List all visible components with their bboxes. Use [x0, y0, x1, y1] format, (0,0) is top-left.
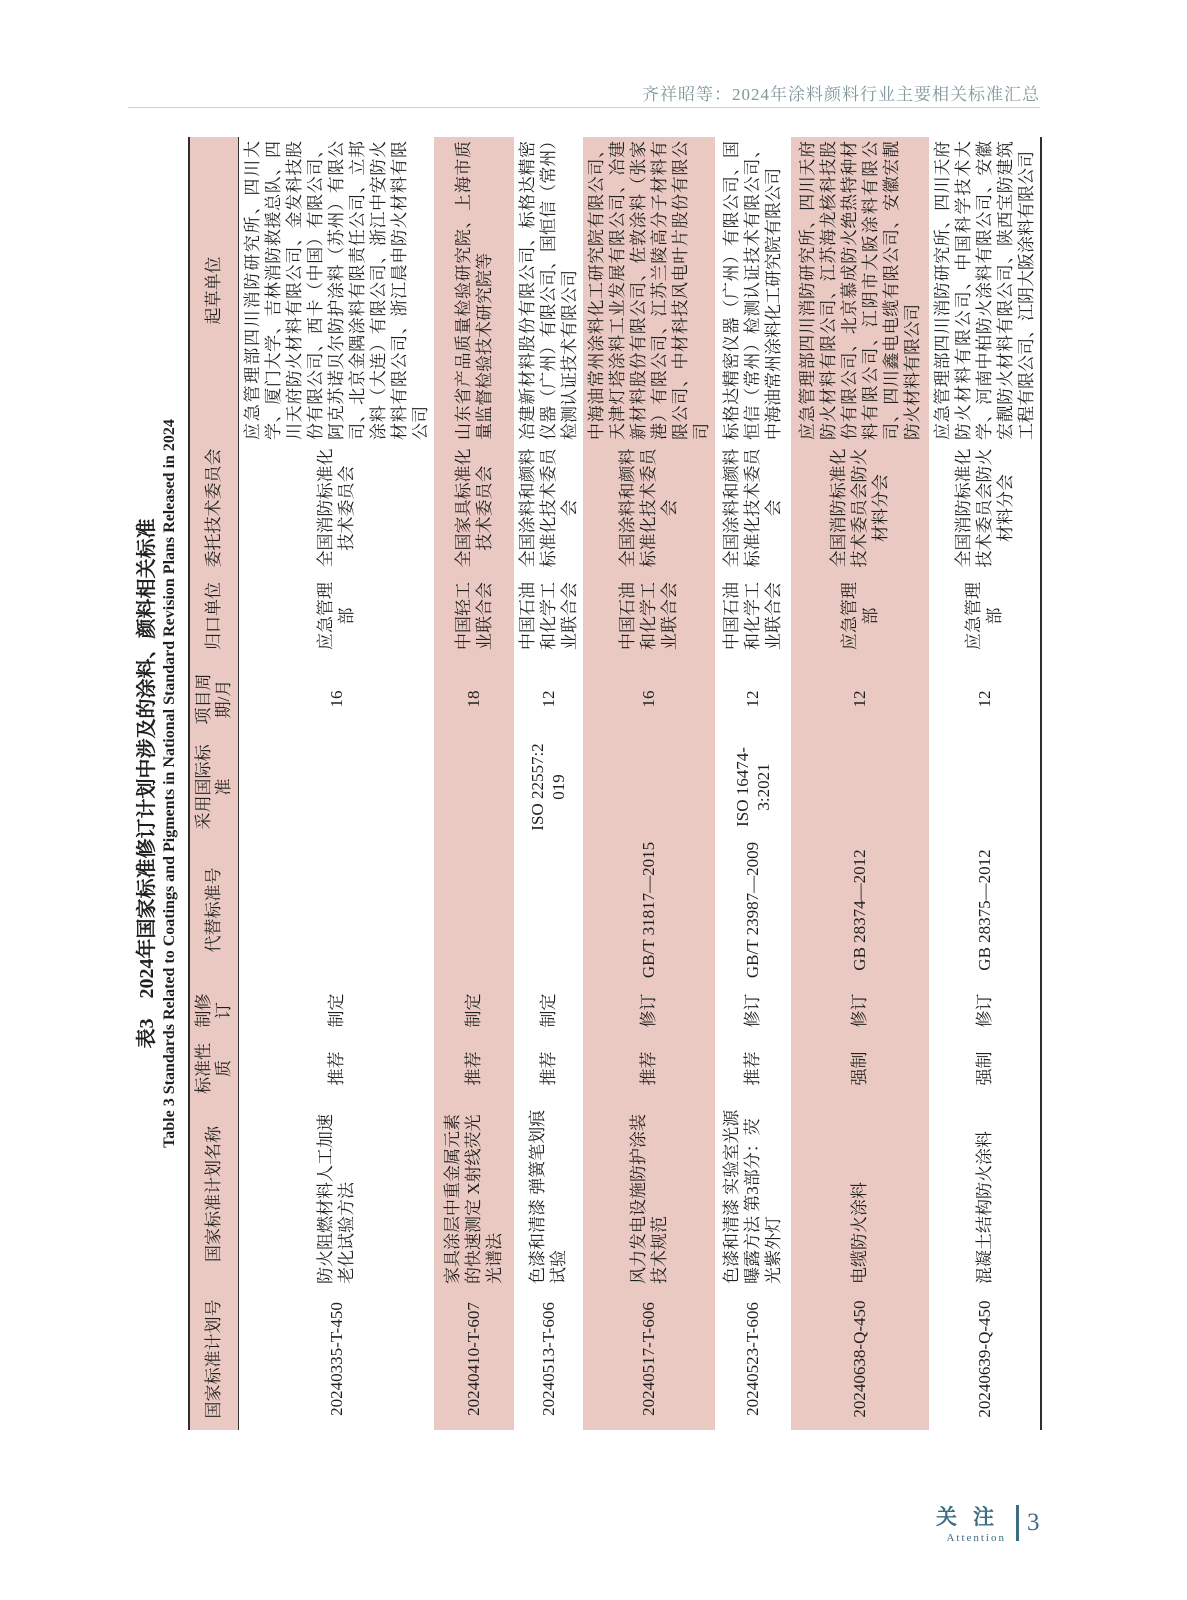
col-header-replaced-standard: 代替标准号 [189, 836, 238, 984]
cell-centralized-unit: 中国石油和化学工业联合会 [618, 582, 679, 650]
col-header-revision-type: 制修订 [189, 984, 238, 1037]
cell-standard-nature: 推荐 [538, 1051, 558, 1086]
cell-replaced-standard: GB 28375—2012 [974, 849, 994, 971]
standards-table [188, 137, 1042, 1430]
cell-plan-no: 20240523-T-606 [743, 1302, 762, 1416]
col-header-entrusted-committee: 委托技术委员会 [189, 444, 238, 572]
cell-revision-type: 修订 [743, 993, 762, 1028]
cell-revision-type: 修订 [974, 993, 994, 1028]
cell-replaced-standard: GB/T 23987—2009 [743, 841, 762, 979]
table-title-zh: 表3 2024年国家标准修订计划中涉及的涂料、颜料相关标准 [136, 518, 158, 1049]
cell-project-cycle-months: 16 [639, 690, 658, 708]
cell-plan-no: 20240639-Q-450 [974, 1300, 994, 1418]
cell-centralized-unit: 应急管理部 [964, 582, 1004, 650]
cell-revision-type: 制定 [464, 993, 483, 1028]
cell-standard-nature: 推荐 [464, 1051, 483, 1086]
cell-drafting-units: 应急管理部四川消防研究所、四川天府防火材料有限公司、江苏海龙核科技股份有限公司、北京慕成防火绝热特种材料有限公司、江阴市大阪涂料有限公司、四川鑫电电缆有限公司、安徽宏靓防火材料有限公司 [797, 141, 922, 440]
cell-replaced-standard [434, 836, 514, 984]
section-label-en: Attention [946, 1532, 1006, 1544]
cell-standard-nature: 推荐 [743, 1051, 762, 1086]
cell-project-cycle-months: 12 [974, 690, 994, 708]
rotated-table-block [130, 137, 1036, 1430]
cell-adopted-intl-standard: ISO 22557:2019 [528, 743, 568, 831]
page-footer [936, 1501, 1040, 1544]
cell-centralized-unit: 应急管理部 [839, 582, 880, 650]
table-title-en: Table 3 Standards Related to Coatings and Pigments in National Standard Revision Plans Released in 2024 [161, 419, 178, 1148]
cell-plan-no: 20240335-T-450 [326, 1302, 346, 1416]
cell-centralized-unit: 中国石油和化学工业联合会 [722, 582, 783, 650]
footer-divider [1016, 1505, 1019, 1541]
col-header-adopted-intl-standard: 采用国际标准 [189, 738, 238, 836]
cell-drafting-units: 中海油常州涂料化工研究院有限公司、天津灯塔涂料工业发展有限公司、冶建新材料股份有限公司、佐敦涂料（张家港）有限公司、江苏兰陵高分子材料有限公司、中材科技风电叶片股份有限公司 [586, 141, 711, 440]
page-number: 3 [1027, 1508, 1040, 1536]
cell-replaced-standard [514, 836, 583, 984]
cell-drafting-units: 山东省产品质量检验研究院、上海市质量监督检验技术研究院等 [453, 141, 494, 440]
cell-plan-name: 防火阻燃材料人工加速老化试验方法 [316, 1114, 356, 1284]
cell-adopted-intl-standard: ISO 16474-3:2021 [732, 747, 773, 827]
cell-plan-name: 风力发电设施防护涂装技术规范 [628, 1114, 669, 1284]
cell-entrusted-committee: 全国家具标准化技术委员会 [453, 448, 494, 568]
col-header-drafting-units: 起草单位 [189, 137, 238, 444]
cell-plan-no: 20240410-T-607 [464, 1302, 483, 1416]
header-rule [128, 107, 1040, 108]
cell-centralized-unit: 应急管理部 [316, 582, 356, 650]
cell-replaced-standard [238, 836, 434, 984]
col-header-project-cycle-months: 项目周期/月 [189, 660, 238, 738]
col-header-plan-name: 国家标准计划名称 [189, 1100, 238, 1288]
cell-entrusted-committee: 全国涂料和颜料标准化技术委员会 [722, 448, 783, 568]
cell-revision-type: 修订 [850, 993, 869, 1028]
cell-standard-nature: 推荐 [326, 1051, 346, 1086]
table-row [791, 137, 929, 1430]
cell-drafting-units: 标格达精密仪器（广州）有限公司、国恒信（常州）检测认证技术有限公司、中海油常州涂料化工研究院有限公司 [722, 141, 783, 440]
col-header-centralized-unit: 归口单位 [189, 572, 238, 660]
standards-table-body [238, 137, 1041, 1430]
cell-standard-nature: 强制 [974, 1051, 994, 1086]
footer-section [936, 1501, 1010, 1544]
cell-drafting-units: 应急管理部四川消防研究所、四川大学、厦门大学、吉林消防救援总队、四川天府防火材料有限公司、金发科技股份有限公司、西卡（中国）有限公司、阿克苏诺贝尔防护涂料（苏州）有限公司、北京金隅涂料有限责任公司、立邦涂料（大连）有限公司、浙江中安防火材料有限公司、浙江晨申防火材料有限公司 [242, 141, 430, 440]
cell-project-cycle-months: 16 [326, 690, 346, 708]
cell-revision-type: 制定 [538, 993, 558, 1028]
cell-replaced-standard: GB 28374—2012 [850, 849, 869, 971]
cell-project-cycle-months: 12 [743, 690, 762, 708]
cell-project-cycle-months: 12 [850, 690, 869, 708]
table-row [434, 137, 514, 1430]
cell-plan-name: 电缆防火涂料 [850, 1182, 869, 1284]
cell-adopted-intl-standard [583, 738, 715, 836]
cell-plan-name: 色漆和清漆 实验室光源曝露方法 第3部分：荧光紫外灯 [722, 1109, 783, 1284]
table-row [238, 137, 434, 1430]
cell-drafting-units: 应急管理部四川消防研究所、四川天府防火材料有限公司、中国科学技术大学、河南中柏防火涂料有限公司、安徽宏靓防火材料有限公司、陕西宝防建筑工程有限公司、江阴大阪涂料有限公司 [932, 141, 1036, 440]
cell-plan-no: 20240517-T-606 [639, 1302, 658, 1416]
cell-adopted-intl-standard [929, 738, 1041, 836]
cell-adopted-intl-standard [791, 738, 929, 836]
table-row [715, 137, 791, 1430]
table-row [929, 137, 1041, 1430]
cell-revision-type: 制定 [326, 993, 346, 1028]
cell-centralized-unit: 中国石油和化学工业联合会 [517, 582, 579, 650]
cell-plan-name: 家具涂层中重金属元素的快速测定 X射线荧光光谱法 [443, 1114, 504, 1284]
cell-drafting-units: 冶建新材料股份有限公司、标格达精密仪器（广州）有限公司、国恒信（常州）检测认证技术有限公司 [517, 141, 579, 440]
cell-project-cycle-months: 18 [464, 690, 483, 708]
cell-adopted-intl-standard [434, 738, 514, 836]
cell-project-cycle-months: 12 [538, 690, 558, 708]
table-row [514, 137, 583, 1430]
cell-plan-no: 20240513-T-606 [538, 1302, 558, 1416]
col-header-plan-no: 国家标准计划号 [189, 1288, 238, 1430]
cell-entrusted-committee: 全国涂料和颜料标准化技术委员会 [517, 448, 579, 568]
cell-entrusted-committee: 全国消防标准化技术委员会 [316, 448, 356, 568]
cell-standard-nature: 推荐 [639, 1051, 658, 1086]
cell-standard-nature: 强制 [850, 1051, 869, 1086]
cell-revision-type: 修订 [639, 993, 658, 1028]
section-label-zh: 关注 [936, 1505, 1010, 1529]
cell-plan-name: 色漆和清漆 弹簧笔划痕试验 [528, 1109, 568, 1284]
cell-entrusted-committee: 全国消防标准化技术委员会防火材料分会 [953, 448, 1015, 568]
table-row [583, 137, 715, 1430]
table-header-row [189, 137, 238, 1430]
cell-adopted-intl-standard [238, 738, 434, 836]
cell-plan-no: 20240638-Q-450 [850, 1300, 869, 1418]
cell-plan-name: 混凝土结构防火涂料 [974, 1131, 994, 1284]
cell-entrusted-committee: 全国涂料和颜料标准化技术委员会 [618, 448, 679, 568]
col-header-standard-nature: 标准性质 [189, 1037, 238, 1100]
running-head: 齐祥昭等：2024年涂料颜料行业主要相关标准汇总 [642, 85, 1040, 104]
cell-replaced-standard: GB/T 31817—2015 [639, 841, 658, 979]
cell-entrusted-committee: 全国消防标准化技术委员会防火材料分会 [829, 448, 890, 568]
cell-centralized-unit: 中国轻工业联合会 [453, 582, 494, 650]
